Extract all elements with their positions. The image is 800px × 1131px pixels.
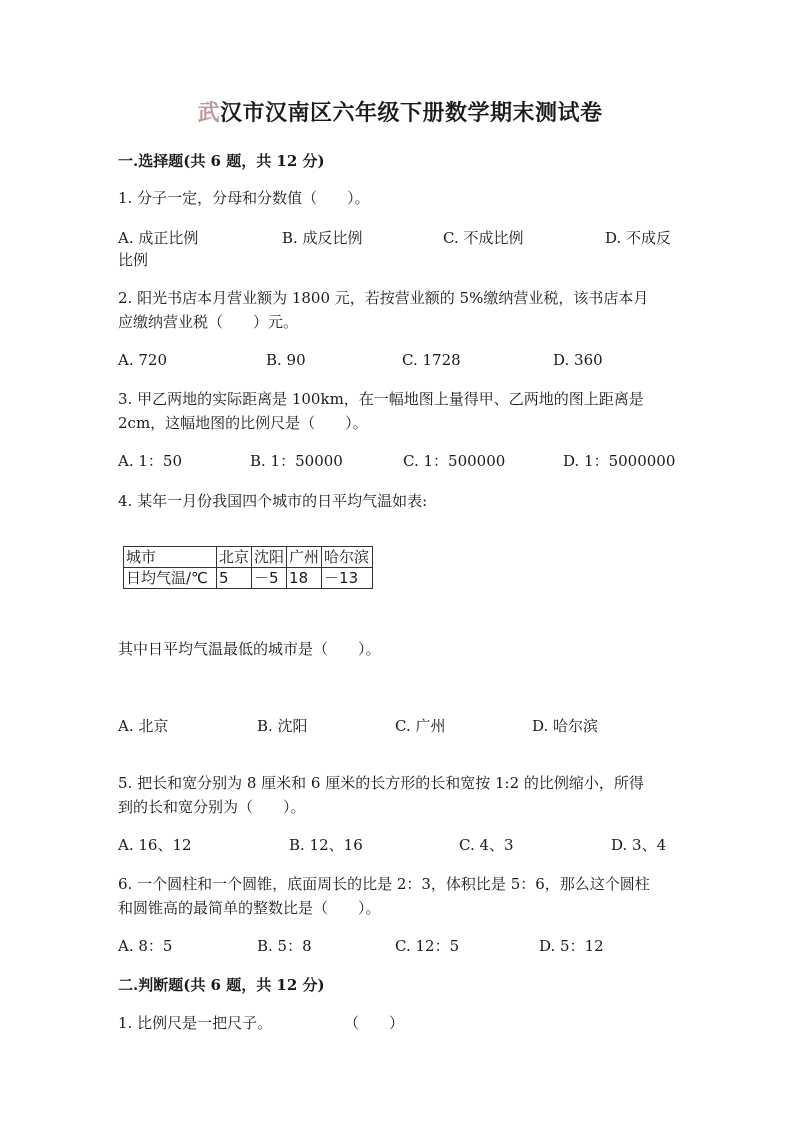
table-cell: 日均气温/℃ — [124, 568, 217, 589]
table-header-row — [124, 547, 373, 568]
question-4-option-b: B. 沈阳 — [257, 717, 308, 735]
question-5-option-a: A. 16、12 — [118, 836, 192, 854]
question-6-option-c: C. 12：5 — [395, 937, 460, 955]
question-6-line-2: 和圆锥高的最简单的整数比是（ ）。 — [118, 899, 381, 917]
section-heading-true-false: 二.判断题(共 6 题，共 12 分) — [118, 976, 325, 994]
table-cell: 哈尔滨 — [322, 547, 373, 568]
question-2-option-a: A. 720 — [118, 351, 167, 369]
judgment-1-answer-blank[interactable]: （ ） — [344, 1014, 405, 1032]
question-3-line-1: 3. 甲乙两地的实际距离是 100km，在一幅地图上量得甲、乙两地的图上距离是 — [118, 390, 644, 408]
question-2-line-2: 应缴纳营业税（ ）元。 — [118, 313, 299, 331]
question-1-text: 1. 分子一定，分母和分数值（ ）。 — [118, 189, 370, 207]
question-3-option-a: A. 1：50 — [118, 452, 182, 470]
question-1-option-b: B. 成反比例 — [282, 229, 363, 247]
question-2-option-b: B. 90 — [266, 351, 306, 369]
question-4-option-d: D. 哈尔滨 — [532, 717, 599, 735]
question-3-option-d: D. 1：5000000 — [563, 452, 676, 470]
question-5-option-c: C. 4、3 — [459, 836, 514, 854]
table-cell: 北京 — [217, 547, 252, 568]
question-1-option-d: D. 不成反 — [605, 229, 672, 247]
table-cell: －5 — [252, 568, 287, 589]
question-6-line-1: 6. 一个圆柱和一个圆锥，底面周长的比是 2：3，体积比是 5：6，那么这个圆柱 — [118, 875, 650, 893]
question-2-option-d: D. 360 — [553, 351, 603, 369]
judgment-1-text: 1. 比例尺是一把尺子。 — [118, 1014, 273, 1032]
question-6-option-d: D. 5：12 — [539, 937, 604, 955]
question-5-option-d: D. 3、4 — [611, 836, 667, 854]
question-3-option-c: C. 1：500000 — [403, 452, 506, 470]
table-cell: 5 — [217, 568, 252, 589]
question-4-option-c: C. 广州 — [395, 717, 446, 735]
section-heading-multiple-choice: 一.选择题(共 6 题，共 12 分) — [118, 152, 325, 170]
table-cell: 18 — [287, 568, 322, 589]
table-cell: －13 — [322, 568, 373, 589]
question-5-line-1: 5. 把长和宽分别为 8 厘米和 6 厘米的长方形的长和宽按 1:2 的比例缩小，所得 — [118, 774, 644, 792]
title-first-char: 武 — [197, 100, 220, 126]
table-cell: 沈阳 — [252, 547, 287, 568]
table-cell: 广州 — [287, 547, 322, 568]
question-4-text: 4. 某年一月份我国四个城市的日平均气温如表: — [118, 492, 428, 510]
question-1-option-a: A. 成正比例 — [118, 229, 199, 247]
question-4-question: 其中日平均气温最低的城市是（ ）。 — [118, 640, 381, 658]
question-5-line-2: 到的长和宽分别为（ ）。 — [118, 798, 306, 816]
title-text: 汉市汉南区六年级下册数学期末测试卷 — [220, 100, 603, 126]
question-5-option-b: B. 12、16 — [289, 836, 363, 854]
question-2-line-1: 2. 阳光书店本月营业额为 1800 元，若按营业额的 5%缴纳营业税，该书店本月 — [118, 289, 649, 307]
table-row — [124, 568, 373, 589]
question-1-option-c: C. 不成比例 — [443, 229, 524, 247]
question-6-option-a: A. 8：5 — [118, 937, 173, 955]
question-6-option-b: B. 5：8 — [257, 937, 312, 955]
temperature-table — [123, 546, 373, 589]
question-3-line-2: 2cm，这幅地图的比例尺是（ ）。 — [118, 414, 368, 432]
table-cell: 城市 — [124, 547, 217, 568]
page-title — [0, 96, 800, 127]
question-3-option-b: B. 1：50000 — [250, 452, 343, 470]
question-2-option-c: C. 1728 — [402, 351, 461, 369]
question-4-option-a: A. 北京 — [118, 717, 169, 735]
question-1-option-d-wrap: 比例 — [118, 251, 149, 269]
